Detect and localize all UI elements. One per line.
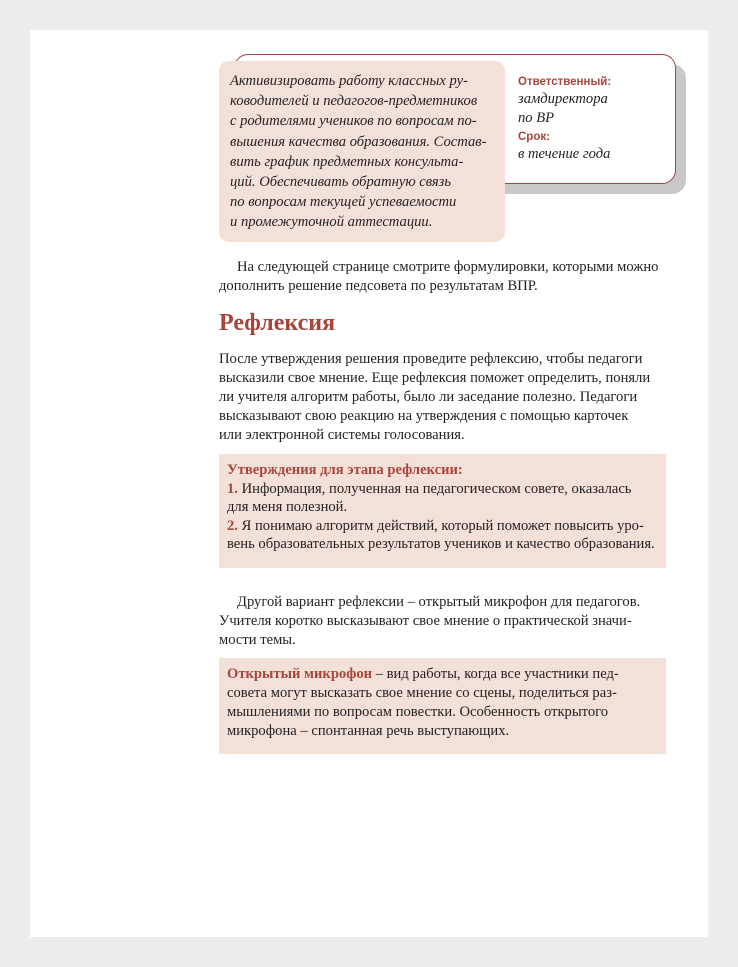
task-line: ководителей и педагогов-предметников <box>230 93 478 110</box>
section-title: Рефлексия <box>219 310 336 336</box>
alternative-paragraph <box>219 593 666 650</box>
statement-text: вень образовательных результатов учеников и качество образования. <box>227 536 655 552</box>
definition-term: Открытый микрофон <box>227 666 373 682</box>
reflection-line: ли учителя алгоритм работы, было ли заседание полезно. Педагоги <box>219 389 638 405</box>
intro-line: дополнить решение педсовета по результатам ВПР. <box>219 278 538 294</box>
alternative-line: Другой вариант рефлексии – открытый микрофон для педагогов. <box>237 594 641 610</box>
task-meta <box>518 74 668 165</box>
intro-line: На следующей странице смотрите формулировки, которыми можно <box>237 259 659 275</box>
statement-text: для меня полезной. <box>227 499 348 515</box>
deadline-value: в течение года <box>518 146 611 162</box>
statement-text: Информация, полученная на педагогическом совете, оказалась <box>237 480 632 497</box>
task-line: по вопросам текущей успеваемости <box>230 194 457 211</box>
statement-item <box>227 480 658 517</box>
definition-box <box>219 658 666 754</box>
task-line: с родителями учеников по вопросам по- <box>230 113 477 130</box>
task-line: вить график предметных консульта- <box>230 153 464 170</box>
deadline-label: Срок: <box>518 131 550 143</box>
reflection-line: высказывают свою реакцию на утверждения с помощью карточек <box>219 408 629 424</box>
responsible-value <box>518 90 668 128</box>
responsible-label: Ответственный: <box>518 76 612 88</box>
definition-line: совета могут высказать свое мнение со сцены, поделиться раз- <box>227 685 617 701</box>
reflection-line: или электронной системы голосования. <box>219 427 465 443</box>
statement-text: Я понимаю алгоритм действий, который поможет повысить уро- <box>237 517 644 534</box>
reflection-line: высказили свое мнение. Еще рефлексия поможет определить, поняли <box>219 370 651 386</box>
statement-number: 2. <box>227 517 238 534</box>
statements-box <box>219 454 666 568</box>
task-line: вышения качества образования. Состав- <box>230 133 487 150</box>
alternative-line: Учителя коротко высказывают свое мнение о практической значи- <box>219 613 632 629</box>
responsible-line: по ВР <box>518 110 555 126</box>
task-description <box>219 61 505 242</box>
statement-number: 1. <box>227 480 238 497</box>
statements-title: Утверждения для этапа рефлексии: <box>227 462 463 478</box>
definition-text <box>227 665 658 741</box>
responsible-line: замдиректора <box>518 91 608 107</box>
definition-line: мышлениями по вопросам повестки. Особенность открытого <box>227 704 609 720</box>
reflection-line: После утверждения решения проведите рефлексию, чтобы педагоги <box>219 351 643 367</box>
statement-item <box>227 517 658 554</box>
reflection-paragraph <box>219 350 666 445</box>
task-line: и промежуточной аттестации. <box>230 214 433 231</box>
alternative-line: мости темы. <box>219 632 296 648</box>
task-line: ций. Обеспечивать обратную связь <box>230 174 452 191</box>
definition-line: микрофона – спонтанная речь выступающих. <box>227 723 510 739</box>
intro-paragraph <box>219 258 666 296</box>
definition-line: – вид работы, когда все участники пед- <box>372 666 619 682</box>
task-line: Активизировать работу классных ру- <box>230 73 468 89</box>
